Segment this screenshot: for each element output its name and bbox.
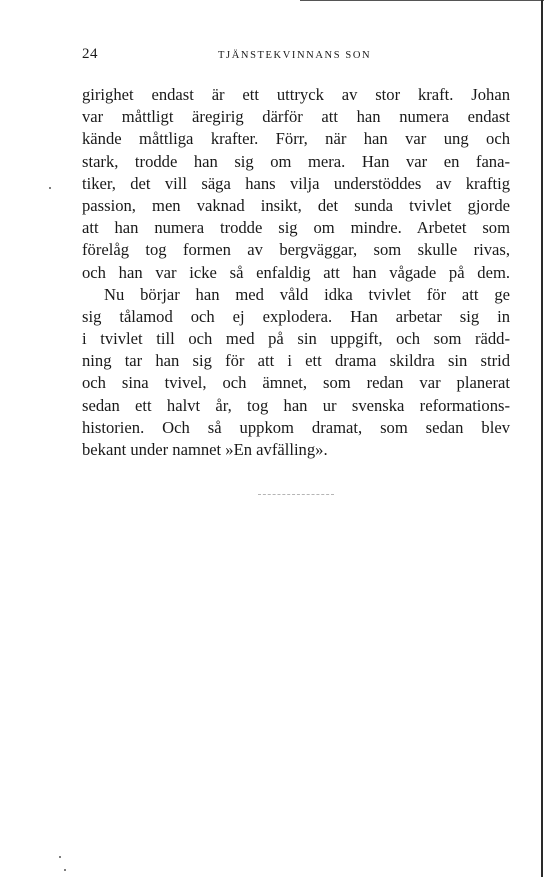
- text-line: stark, trodde han sig om mera. Han var en fana-: [82, 151, 510, 171]
- text-line: girighet endast är ett uttryck av stor kraft. Johan: [82, 85, 510, 104]
- page-number: 24: [82, 46, 98, 62]
- text-line: att han numera trodde sig om mindre. Arbetet som: [82, 218, 510, 238]
- page-right-edge: [541, 0, 543, 877]
- text-line: och sina tvivel, och ämnet, som redan var planerat: [82, 373, 510, 393]
- text-line: tiker, det vill säga hans vilja understöddes av kraftig: [82, 173, 510, 193]
- paragraph-last-line: bekant under namnet »En avfälling».: [82, 440, 328, 459]
- text-line: sedan ett halvt år, tog han ur svenska reformations-: [82, 395, 510, 415]
- body-text: [82, 84, 510, 461]
- text-line: i tvivlet till och med på sin uppgift, och som rädd-: [82, 329, 510, 349]
- text-line: passion, men vaknad insikt, det sunda tvivlet gjorde: [82, 195, 510, 215]
- text-line: sig tålamod och ej explodera. Han arbetar sig in: [82, 306, 510, 326]
- scan-speck: [49, 187, 51, 189]
- text-line: och han var icke så enfaldig att han vågade på dem.: [82, 262, 510, 282]
- running-head: [82, 46, 510, 64]
- text-line: förelåg tog formen av bergväggar, som skulle rivas,: [82, 240, 510, 260]
- page-top-edge: [300, 0, 544, 1]
- paragraph-first-line: Nu börjar han med våld idka tvivlet för att ge: [104, 284, 510, 304]
- text-line: ning tar han sig för att i ett drama skildra sin strid: [82, 351, 510, 371]
- section-end-rule: [258, 494, 334, 495]
- text-line: var måttligt äregirig därför att han numera endast: [82, 107, 510, 127]
- scan-speck: [64, 869, 66, 871]
- running-title: TJÄNSTEKVINNANS SON: [218, 50, 372, 61]
- scan-speck: [59, 856, 61, 858]
- text-line: kände måttliga krafter. Förr, när han var ung och: [82, 129, 510, 149]
- text-line: historien. Och så uppkom dramat, som sedan blev: [82, 417, 510, 437]
